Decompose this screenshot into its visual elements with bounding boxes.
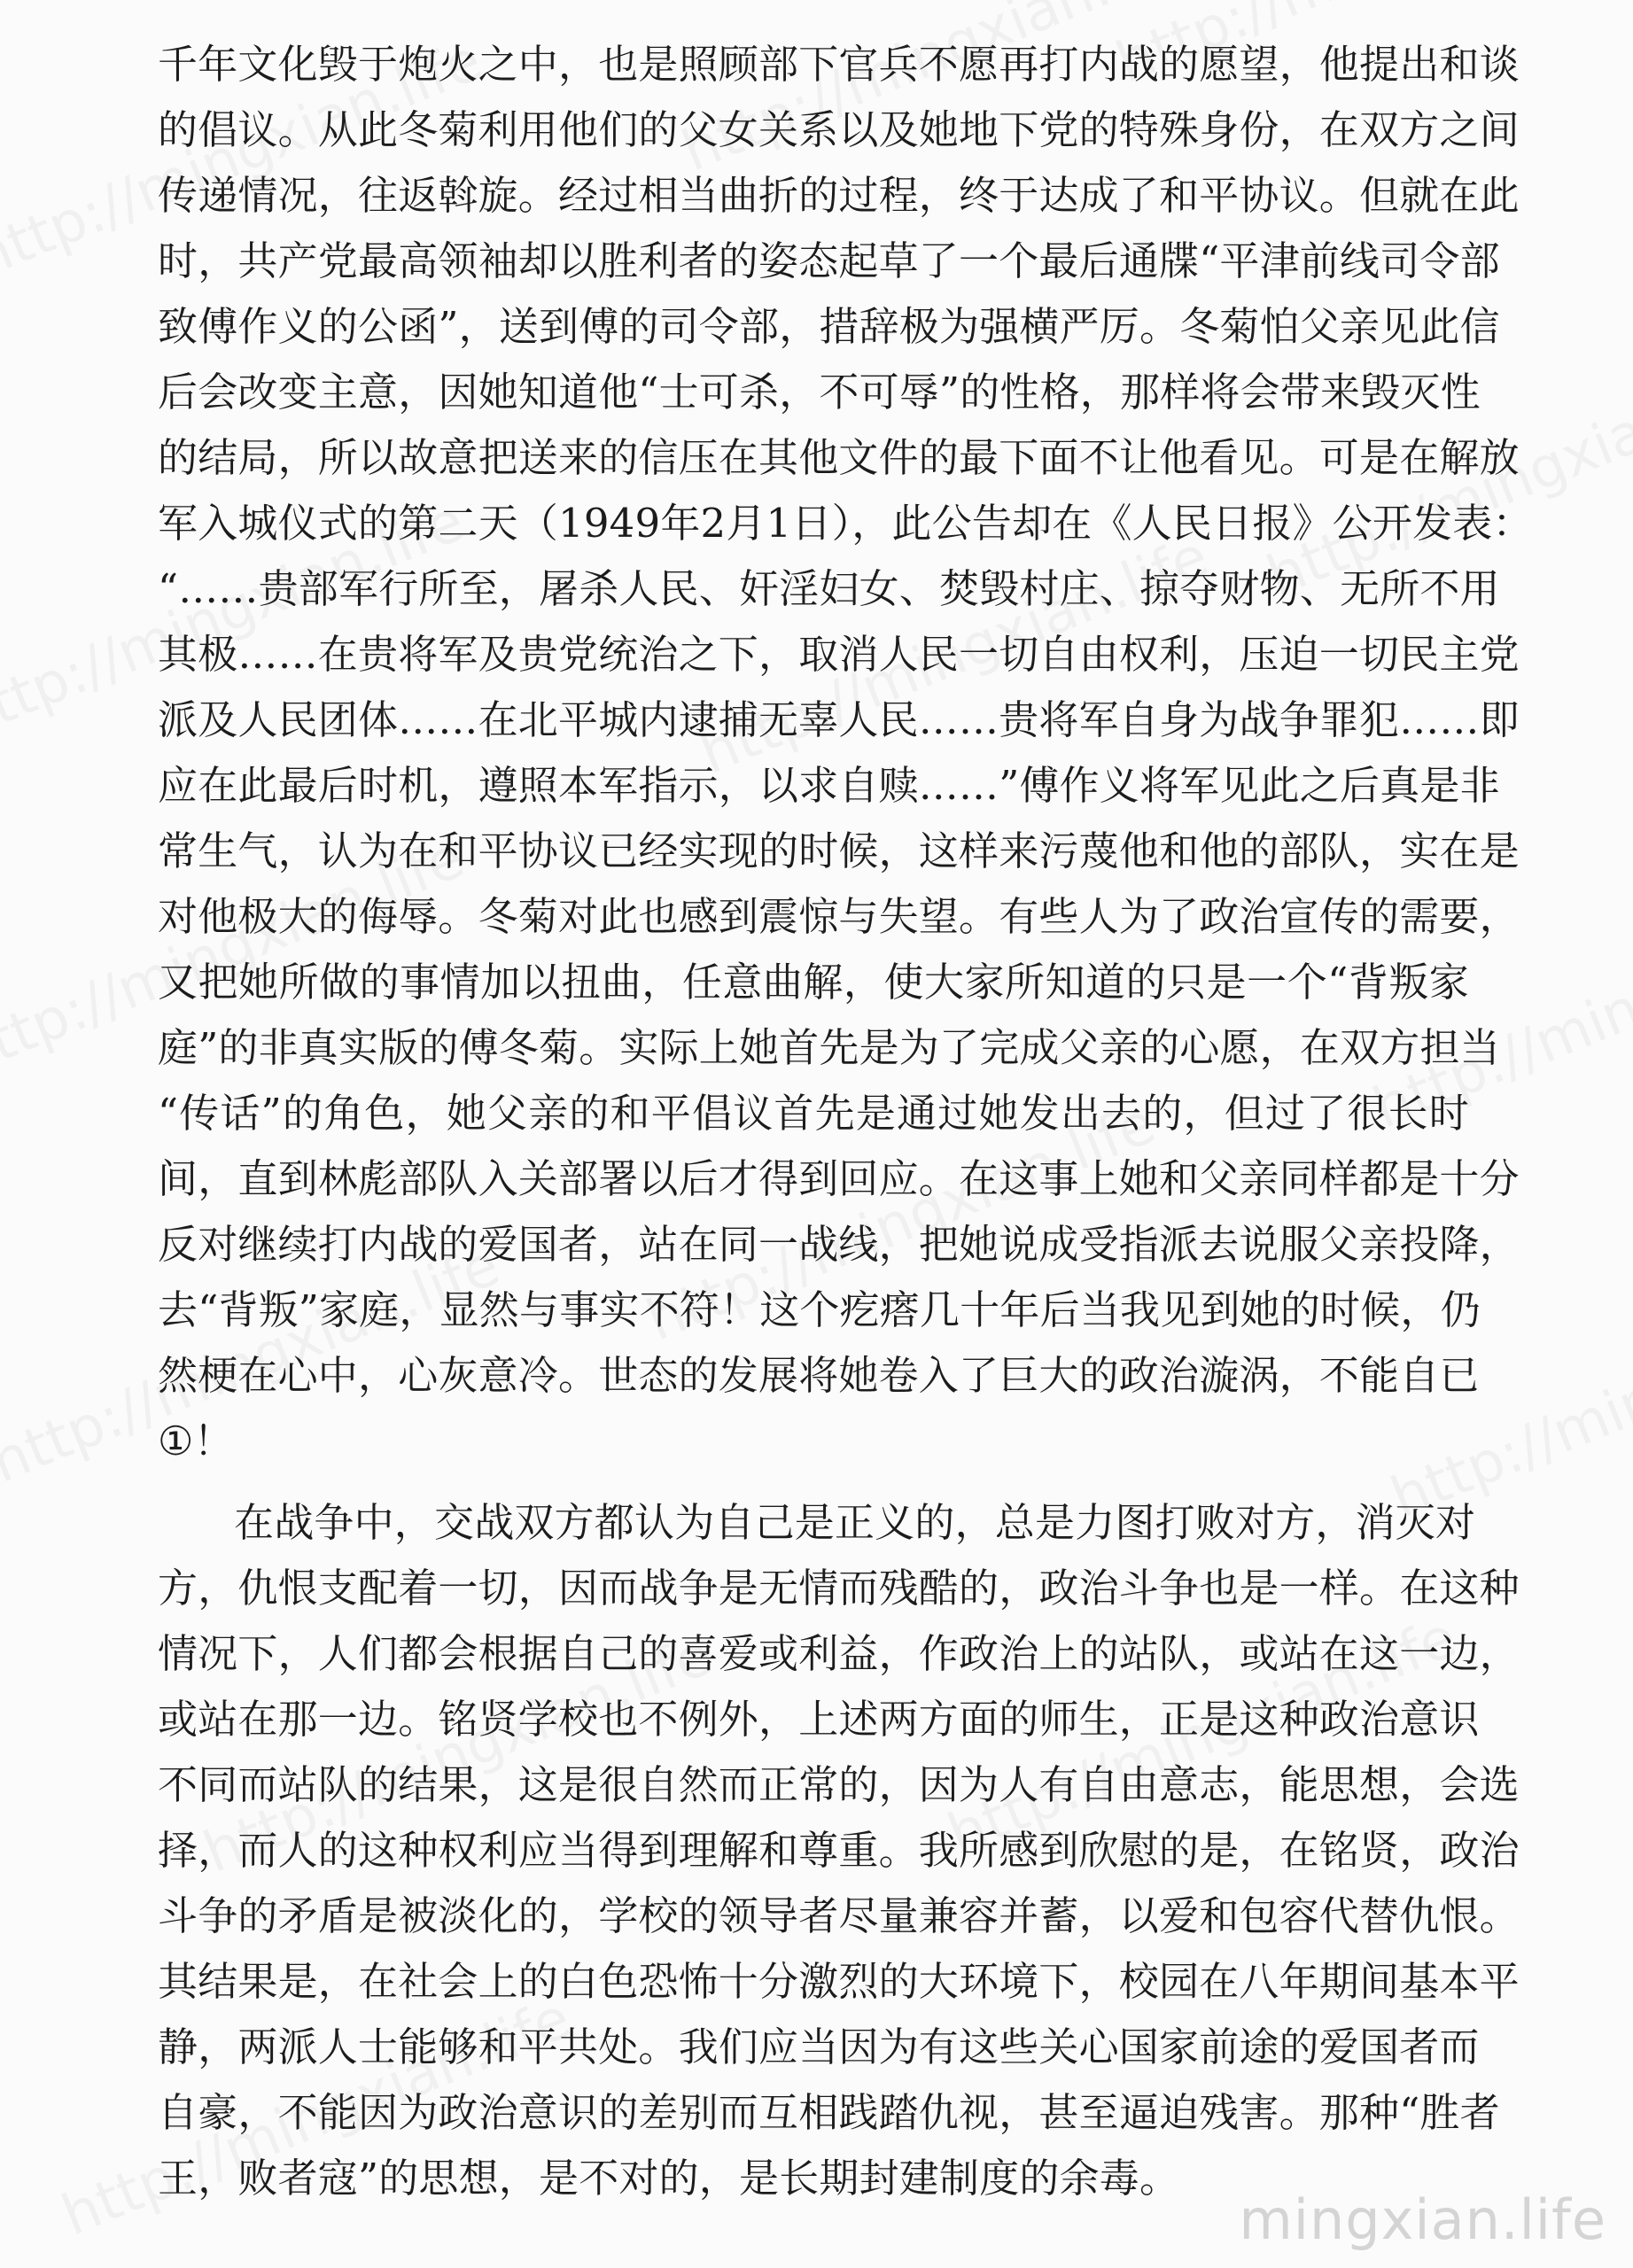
text-line: 的结局，所以故意把送来的信压在其他文件的最下面不让他看见。可是在解放: [158, 434, 1520, 481]
text-line: 择，而人的这种权利应当得到理解和尊重。我所感到欣慰的是，在铭贤，政治: [158, 1827, 1520, 1874]
text-line: 后会改变主意，因她知道他“士可杀，不可辱”的性格，那样将会带来毁灭性: [158, 369, 1481, 416]
paragraph-gap: [158, 1474, 1469, 1490]
text-line: 军入城仪式的第二天（1949年2月1日），此公告却在《人民日报》公开发表：: [158, 500, 1533, 547]
text-line: 应在此最后时机，遵照本军指示，以求自赎……”傅作义将军见此之后真是非: [158, 762, 1500, 809]
text-line: 去“背叛”家庭，显然与事实不符！这个疙瘩几十年后当我见到她的时候，仍: [158, 1286, 1481, 1333]
text-line: 派及人民团体……在北平城内逮捕无辜人民……贵将军自身为战争罪犯……即: [158, 696, 1520, 743]
text-line: 时，共产党最高领袖却以胜利者的姿态起草了一个最后通牒“平津前线司令部: [158, 237, 1500, 284]
paragraph-1: [158, 32, 1533, 1474]
text-line: 其极……在贵将军及贵党统治之下，取消人民一切自由权利，压迫一切民主党: [158, 631, 1520, 678]
text-line: 对他极大的侮辱。冬菊对此也感到震惊与失望。有些人为了政治宣传的需要，: [158, 893, 1520, 940]
body-text: [158, 32, 1533, 2211]
paragraph-2: [158, 1490, 1520, 2211]
text-line: 反对继续打内战的爱国者，站在同一战线，把她说成受指派去说服父亲投降，: [158, 1221, 1520, 1268]
text-line: 传递情况，往返斡旋。经过相当曲折的过程，终于达成了和平协议。但就在此: [158, 172, 1520, 219]
text-line: 的倡议。从此冬菊利用他们的父女关系以及她地下党的特殊身份，在双方之间: [158, 106, 1520, 153]
text-line: 静，两派人士能够和平共处。我们应当因为有这些关心国家前途的爱国者而: [158, 2023, 1480, 2070]
text-line: 庭”的非真实版的傅冬菊。实际上她首先是为了完成父亲的心愿，在双方担当: [158, 1024, 1500, 1071]
text-line: 千年文化毁于炮火之中，也是照顾部下官兵不愿再打内战的愿望，他提出和谈: [158, 41, 1520, 88]
text-line: 不同而站队的结果，这是很自然而正常的，因为人有自由意志，能思想，会选: [158, 1761, 1520, 1808]
text-line: 然梗在心中，心灰意冷。世态的发展将她卷入了巨大的政治漩涡，不能自已: [158, 1352, 1480, 1399]
text-line: 自豪，不能因为政治意识的差别而互相践踏仇视，甚至逼迫残害。那种“胜者: [158, 2089, 1500, 2136]
text-line: 致傅作义的公函”，送到傅的司令部，措辞极为强横严厉。冬菊怕父亲见此信: [158, 303, 1500, 350]
text-line: 在战争中，交战双方都认为自己是正义的，总是力图打败对方，消灭对: [234, 1499, 1476, 1546]
text-line: “……贵部军行所至，屠杀人民、奸淫妇女、焚毁村庄、掠夺财物、无所不用: [158, 565, 1500, 612]
text-line: 方，仇恨支配着一切，因而战争是无情而残酷的，政治斗争也是一样。在这种: [158, 1565, 1520, 1612]
footer-watermark: mingxian.life: [1239, 2187, 1606, 2252]
text-line: 斗争的矛盾是被淡化的，学校的领导者尽量兼容并蓄，以爱和包容代替仇恨。: [158, 1892, 1520, 1939]
text-line: 情况下，人们都会根据自己的喜爱或利益，作政治上的站队，或站在这一边，: [158, 1630, 1520, 1677]
text-line: 又把她所做的事情加以扭曲，任意曲解，使大家所知道的只是一个“背叛家: [158, 959, 1469, 1006]
text-line: 其结果是，在社会上的白色恐怖十分激烈的大环境下，校园在八年期间基本平: [158, 1958, 1520, 2005]
footnote-marker-line: ①！: [158, 1418, 234, 1464]
text-line: 王，败者寇”的思想，是不对的，是长期封建制度的余毒。: [158, 2155, 1180, 2202]
text-line: 常生气，认为在和平协议已经实现的时候，这样来污蔑他和他的部队，实在是: [158, 827, 1520, 874]
text-line: 或站在那一边。铭贤学校也不例外，上述两方面的师生，正是这种政治意识: [158, 1696, 1480, 1743]
text-line: “传话”的角色，她父亲的和平倡议首先是通过她发出去的，但过了很长时: [158, 1090, 1469, 1137]
text-line: 间，直到林彪部队入关部署以后才得到回应。在这事上她和父亲同样都是十分: [158, 1155, 1520, 1202]
